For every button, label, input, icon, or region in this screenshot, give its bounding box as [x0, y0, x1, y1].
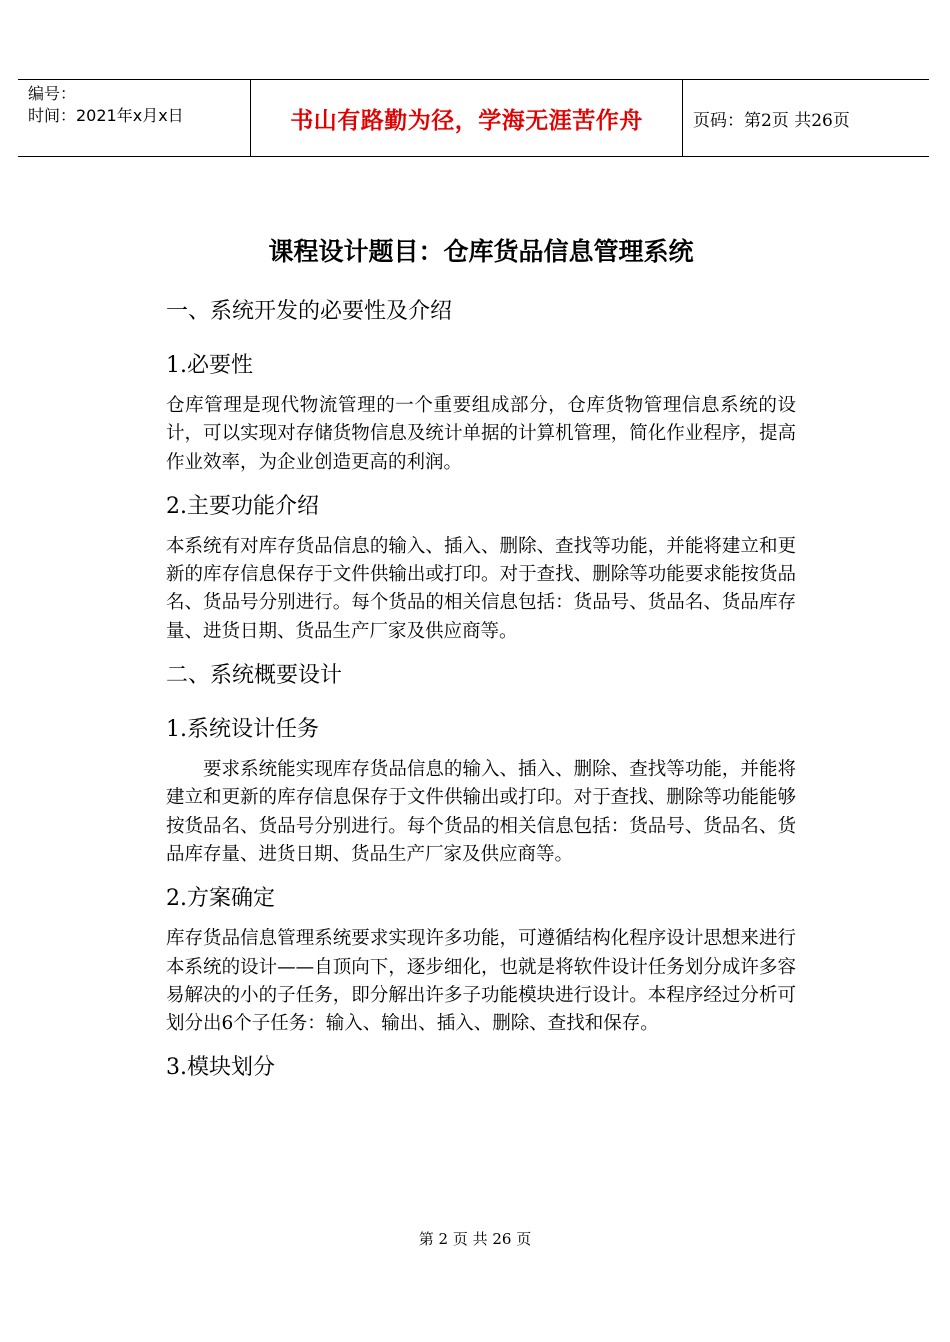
paragraph: 库存货品信息管理系统要求实现许多功能，可遵循结构化程序设计思想来进行本系统的设计——自顶向下，逐步细化，也就是将软件设计任务划分成许多容易解决的小的子任务，即分解出许多子功能模块进行设计。本程序经过分析可划分出6个子任务：输入、输出、插入、删除、查找和保存。	[166, 928, 796, 1035]
paragraph: 要求系统能实现库存货品信息的输入、插入、删除、查找等功能，并能将建立和更新的库存信息保存于文件供输出或打印。对于查找、删除等功能能够按货品名、货品号分别进行。每个货品的相关信息包括：货品号、货品名、货品库存量、进货日期、货品生产厂家及供应商等。	[166, 759, 796, 865]
subsection-heading: 1.系统设计任务	[166, 717, 319, 743]
document-title: 课程设计题目：仓库货品信息管理系统	[268, 237, 694, 266]
paragraph: 本系统有对库存货品信息的输入、插入、删除、查找等功能，并能将建立和更新的库存信息保存于文件供输出或打印。对于查找、删除等功能要求能按货品名、货品号分别进行。每个货品的相关信息包括：货品号、货品名、货品库存量、进货日期、货品生产厂家及供应商等。	[166, 535, 796, 642]
paragraph: 仓库管理是现代物流管理的一个重要组成部分，仓库货物管理信息系统的设计，可以实现对存储货物信息及统计单据的计算机管理，简化作业程序，提高作业效率，为企业创造更高的利润。	[166, 395, 796, 473]
subsection-heading: 2.主要功能介绍	[166, 493, 319, 519]
header-motto: 书山有路勤为径，学海无涯苦作舟	[251, 80, 683, 156]
document-time-label: 时间：2021年x月x日	[28, 106, 184, 125]
page-header	[18, 79, 929, 157]
subsection-heading: 3.模块划分	[166, 1055, 275, 1081]
header-page-code: 页码：第2页 共26页	[693, 110, 850, 131]
section-heading: 二、系统概要设计	[166, 663, 343, 689]
header-info-cell	[18, 80, 251, 156]
section-heading: 一、系统开发的必要性及介绍	[166, 299, 453, 324]
subsection-heading: 1.必要性	[166, 353, 253, 378]
document-body	[166, 228, 796, 1094]
document-number-label: 编号：	[28, 84, 77, 103]
subsection-heading: 2.方案确定	[166, 886, 275, 912]
page-footer: 第 2 页 共 26 页	[418, 1230, 532, 1248]
